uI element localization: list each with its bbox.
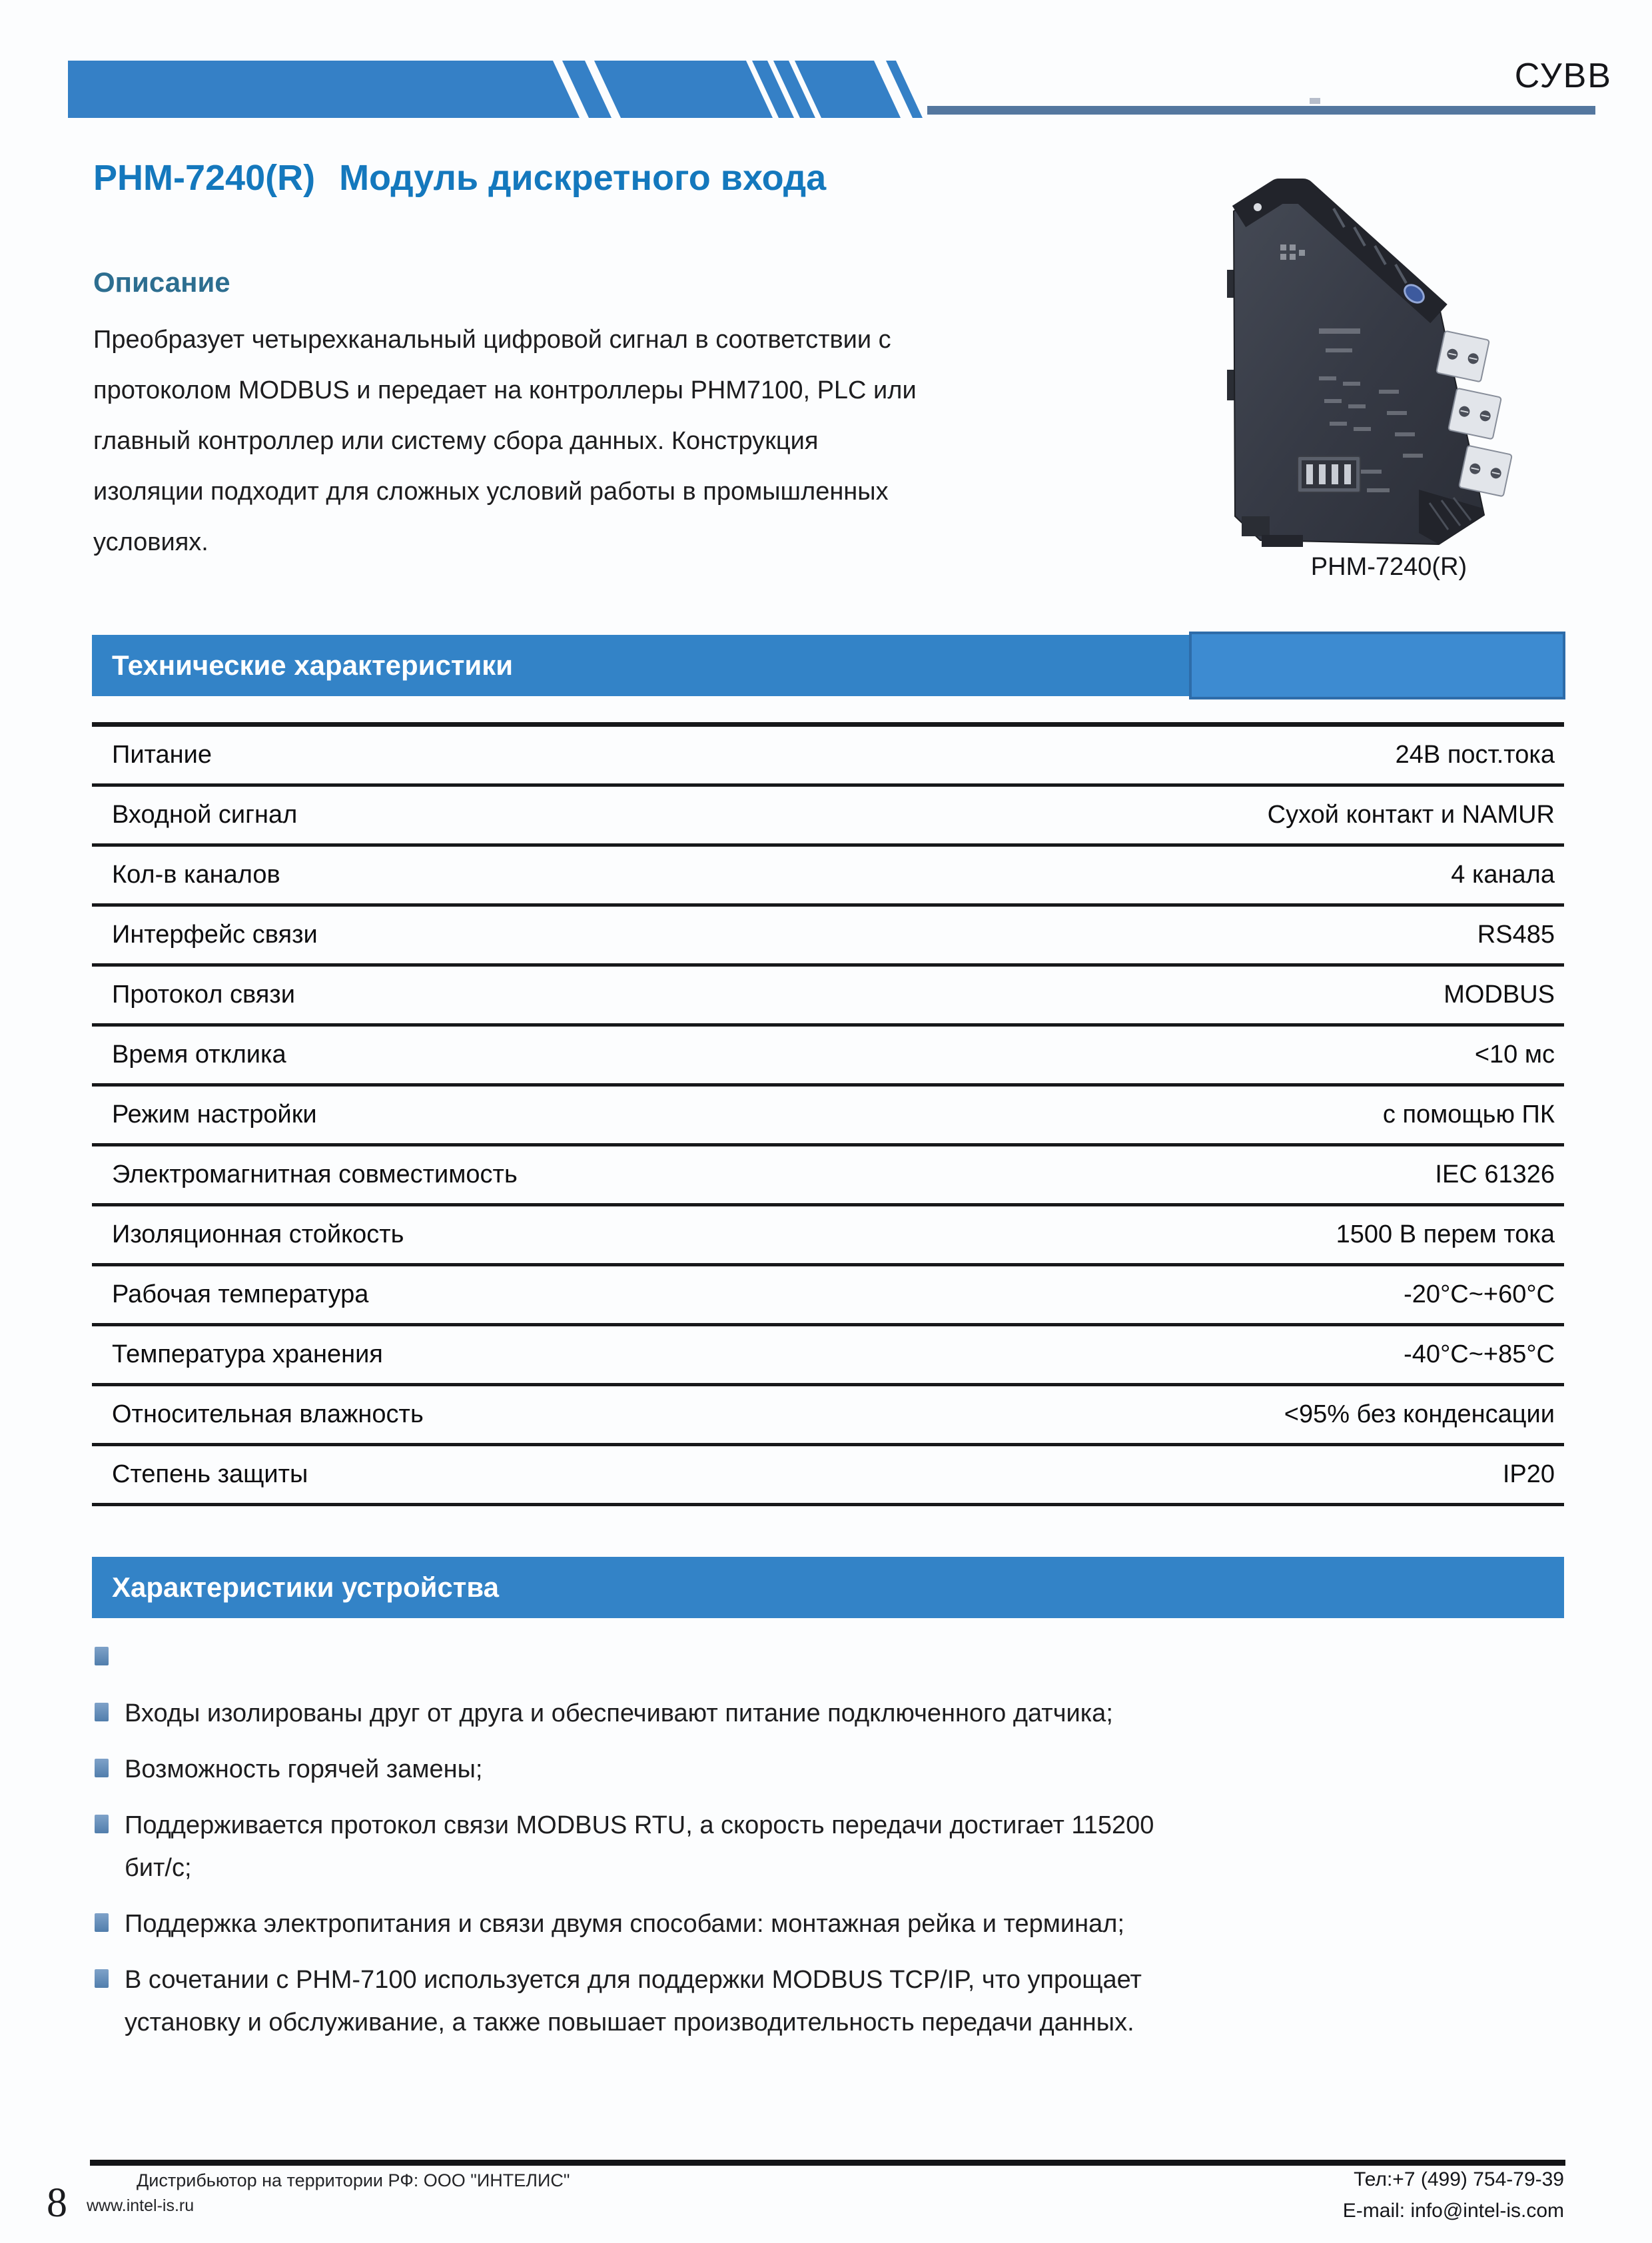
table-row [92,1206,1564,1266]
spec-value: -40°C~+85°C [1404,1340,1555,1368]
spec-value: 24В пост.тока [1395,741,1555,769]
description-heading: Описание [93,266,230,298]
description-line: изоляции подходит для сложных условий работы в промышленных [93,478,889,506]
table-row [92,1386,1564,1446]
spec-label: Кол-в каналов [112,861,280,889]
table-row [92,1446,1564,1506]
description-line: Преобразует четырехканальный цифровой сигнал в соответствии с [93,326,891,354]
spec-value: 4 канала [1451,861,1555,889]
product-model: PHM-7240(R) [93,158,316,198]
footer-website: www.intel-is.ru [87,2196,195,2215]
table-row [92,1087,1564,1146]
table-row [92,1146,1564,1206]
spec-label: Протокол связи [112,981,295,1009]
specs-table [92,722,1564,1506]
description-paragraph [93,314,1226,568]
spec-value: 1500 В перем тока [1336,1220,1555,1248]
bullet-icon [95,1913,109,1932]
list-item [95,1749,1513,1789]
description-line: главный контроллер или систему сбора данных. Конструкция [93,427,819,455]
description-line: протоколом MODBUS и передает на контроллеры PHM7100, PLC или [93,376,917,404]
bullet-icon [95,1759,109,1777]
description-line: условиях. [93,528,208,556]
spec-value: MODBUS [1444,981,1555,1009]
table-row [92,847,1564,907]
page-title [93,157,826,199]
spec-label: Питание [112,741,212,769]
spec-label: Температура хранения [112,1340,383,1368]
spec-value: с помощью ПК [1382,1101,1555,1128]
spec-label: Режим настройки [112,1101,317,1128]
spec-label: Относительная влажность [112,1400,424,1428]
spec-label: Рабочая температура [112,1280,369,1308]
table-row [92,727,1564,787]
footer-distributor: Дистрибьютор на территории РФ: ООО "ИНТЕЛИС" [137,2170,570,2190]
list-item [95,1960,1513,2000]
features-section-title: Характеристики устройства [112,1571,499,1603]
spec-label: Электромагнитная совместимость [112,1160,518,1188]
spec-label: Степень защиты [112,1460,308,1488]
product-caption: PHM-7240(R) [1310,553,1467,581]
footer-phone: Тел:+7 (499) 754-79-39 [1354,2168,1564,2190]
product-name: Модуль дискретного входа [339,158,827,198]
list-item [95,1693,1513,1733]
spec-value: IP20 [1502,1460,1555,1488]
table-row [92,787,1564,847]
table-row [92,1326,1564,1386]
feature-text: Поддерживается протокол связи MODBUS RTU, а скорость передачи достигает 115200 [125,1811,1154,1839]
table-row [92,1266,1564,1326]
spec-value: <10 мс [1474,1041,1555,1069]
bullet-icon [95,1969,109,1988]
bullet-icon [95,1647,109,1665]
footer-divider [90,2160,1565,2166]
list-item [95,1637,1513,1677]
bullet-icon [95,1703,109,1721]
table-row [92,907,1564,967]
list-item-continuation [95,2003,1513,2042]
spec-label: Интерфейс связи [112,921,318,949]
feature-text: установку и обслуживание, а также повышает производительность передачи данных. [125,2009,1134,2036]
specs-section-title: Технические характеристики [112,650,514,681]
spec-label: Изоляционная стойкость [112,1220,404,1248]
feature-text: Входы изолированы друг от друга и обеспечивают питание подключенного датчика; [125,1699,1113,1727]
specs-section-header [92,635,1564,696]
features-list [95,1637,1513,2042]
bottom-connector [1298,456,1360,492]
brand-text: СУВВ [1514,57,1612,95]
header-banner [0,0,1652,133]
footer-email: E-mail: info@intel-is.com [1342,2200,1564,2222]
spec-value: <95% без конденсации [1284,1400,1555,1428]
feature-text: бит/с; [125,1854,192,1882]
spec-value: -20°C~+60°C [1404,1280,1555,1308]
list-item [95,1805,1513,1845]
spec-value: IEC 61326 [1435,1160,1555,1188]
features-section-header [92,1557,1564,1618]
feature-text: В сочетании с PHM-7100 используется для поддержки MODBUS TCP/IP, что упрощает [125,1966,1142,1994]
bullet-icon [95,1815,109,1833]
spec-value: Сухой контакт и NAMUR [1267,801,1555,829]
header-thin-rule [927,106,1595,115]
spec-value: RS485 [1477,921,1555,949]
table-row [92,1027,1564,1087]
feature-text: Возможность горячей замены; [125,1755,483,1783]
spec-label: Время отклика [112,1041,286,1069]
list-item [95,1904,1513,1944]
feature-text: Поддержка электропитания и связи двумя способами: монтажная рейка и терминал; [125,1910,1124,1938]
page-number: 8 [47,2180,67,2226]
table-row [92,967,1564,1027]
list-item-continuation [95,1848,1513,1888]
product-photo [1219,170,1519,563]
spec-label: Входной сигнал [112,801,298,829]
